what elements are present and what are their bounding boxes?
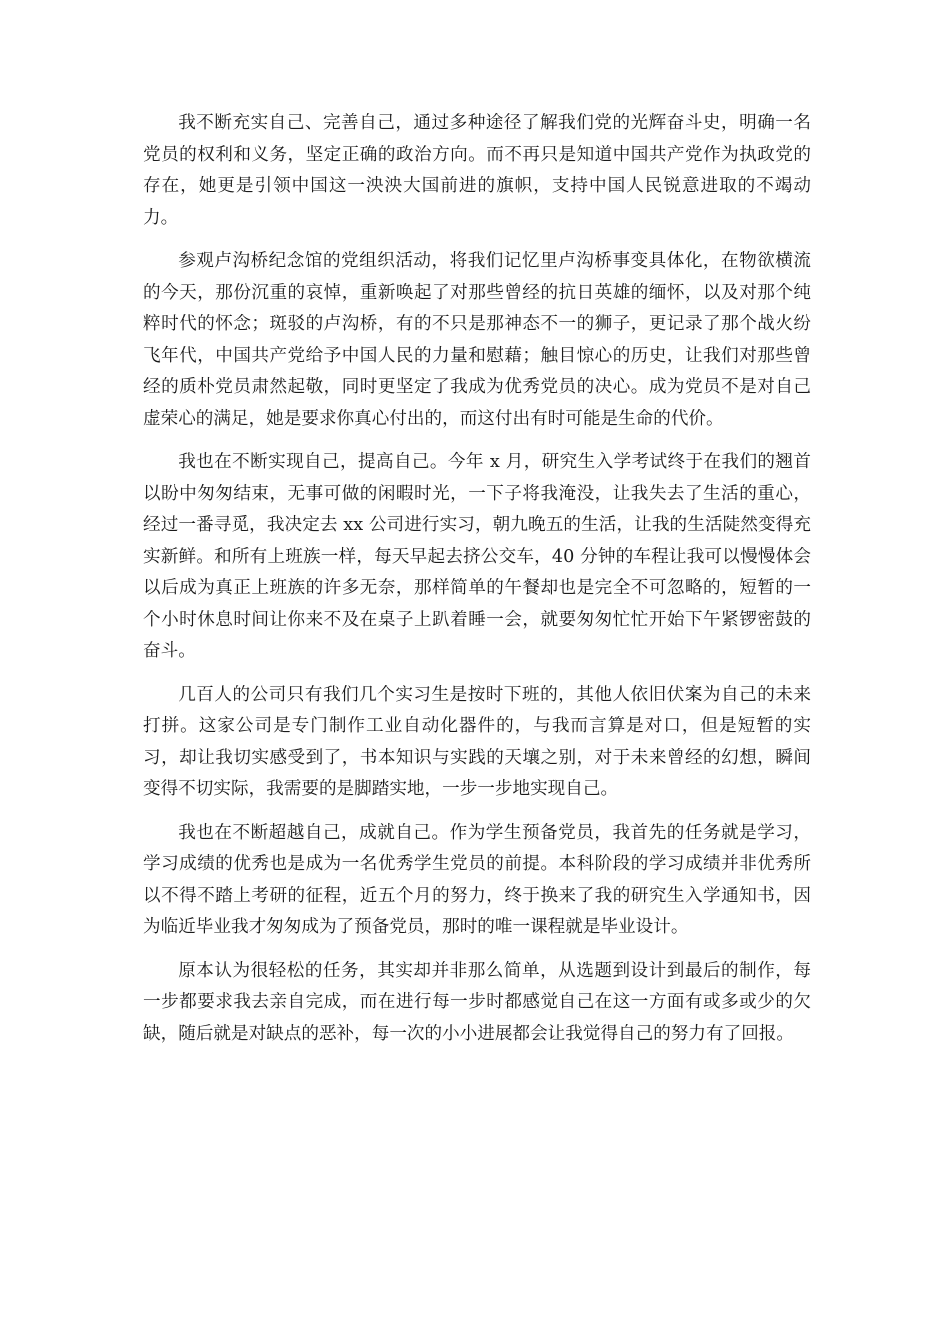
paragraph-1: 我不断充实自己、完善自己，通过多种途径了解我们党的光辉奋斗史，明确一名党员的权利和义务，坚定正确的政治方向。而不再只是知道中国共产党作为执政党的存在，她更是引领中国这一泱泱大国前进的旗帜，支持中国人民锐意进取的不竭动力。 [143, 113, 811, 228]
paragraph-5: 我也在不断超越自己，成就自己。作为学生预备党员，我首先的任务就是学习，学习成绩的优秀也是成为一名优秀学生党员的前提。本科阶段的学习成绩并非优秀所以不得不踏上考研的征程，近五个月的努力，终于换来了我的研究生入学通知书，因为临近毕业我才匆匆成为了预备党员，那时的唯一课程就是毕业设计。 [143, 822, 811, 937]
paragraph-3: 我也在不断实现自己，提高自己。今年 x 月，研究生入学考试终于在我们的翘首以盼中匆匆结束，无事可做的闲暇时光，一下子将我淹没，让我失去了生活的重心，经过一番寻觅，我决定去 xx 公司进行实习，朝九晚五的生活，让我的生活陡然变得充实新鲜。和所有上班族一样，每天早起去挤公交车，40 分钟的车程让我可以慢慢体会以后成为真正上班族的许多无奈，那样简单的午餐却也是完全不可忽略的，短暂的一个小时休息时间让你来不及在桌子上趴着睡一会，就要匆匆忙忙开始下午紧锣密鼓的奋斗。 [143, 452, 811, 661]
paragraph-6: 原本认为很轻松的任务，其实却并非那么简单，从选题到设计到最后的制作，每一步都要求我去亲自完成，而在进行每一步时都感觉自己在这一方面有或多或少的欠缺，随后就是对缺点的恶补，每一次的小小进展都会让我觉得自己的努力有了回报。 [143, 960, 811, 1044]
paragraph-2: 参观卢沟桥纪念馆的党组织活动，将我们记忆里卢沟桥事变具体化，在物欲横流的今天，那份沉重的哀悼，重新唤起了对那些曾经的抗日英雄的缅怀，以及对那个纯粹时代的怀念；斑驳的卢沟桥，有的不只是那神态不一的狮子，更记录了那个战火纷飞年代，中国共产党给予中国人民的力量和慰藉；触目惊心的历史，让我们对那些曾经的质朴党员肃然起敬，同时更坚定了我成为优秀党员的决心。成为党员不是对自己虚荣心的满足，她是要求你真心付出的，而这付出有时可能是生命的代价。 [143, 251, 811, 429]
document-body [143, 108, 811, 1062]
paragraph-4: 几百人的公司只有我们几个实习生是按时下班的，其他人依旧伏案为自己的未来打拼。这家公司是专门制作工业自动化器件的，与我而言算是对口，但是短暂的实习，却让我切实感受到了，书本知识与实践的天壤之别，对于未来曾经的幻想，瞬间变得不切实际，我需要的是脚踏实地，一步一步地实现自己。 [143, 684, 811, 799]
